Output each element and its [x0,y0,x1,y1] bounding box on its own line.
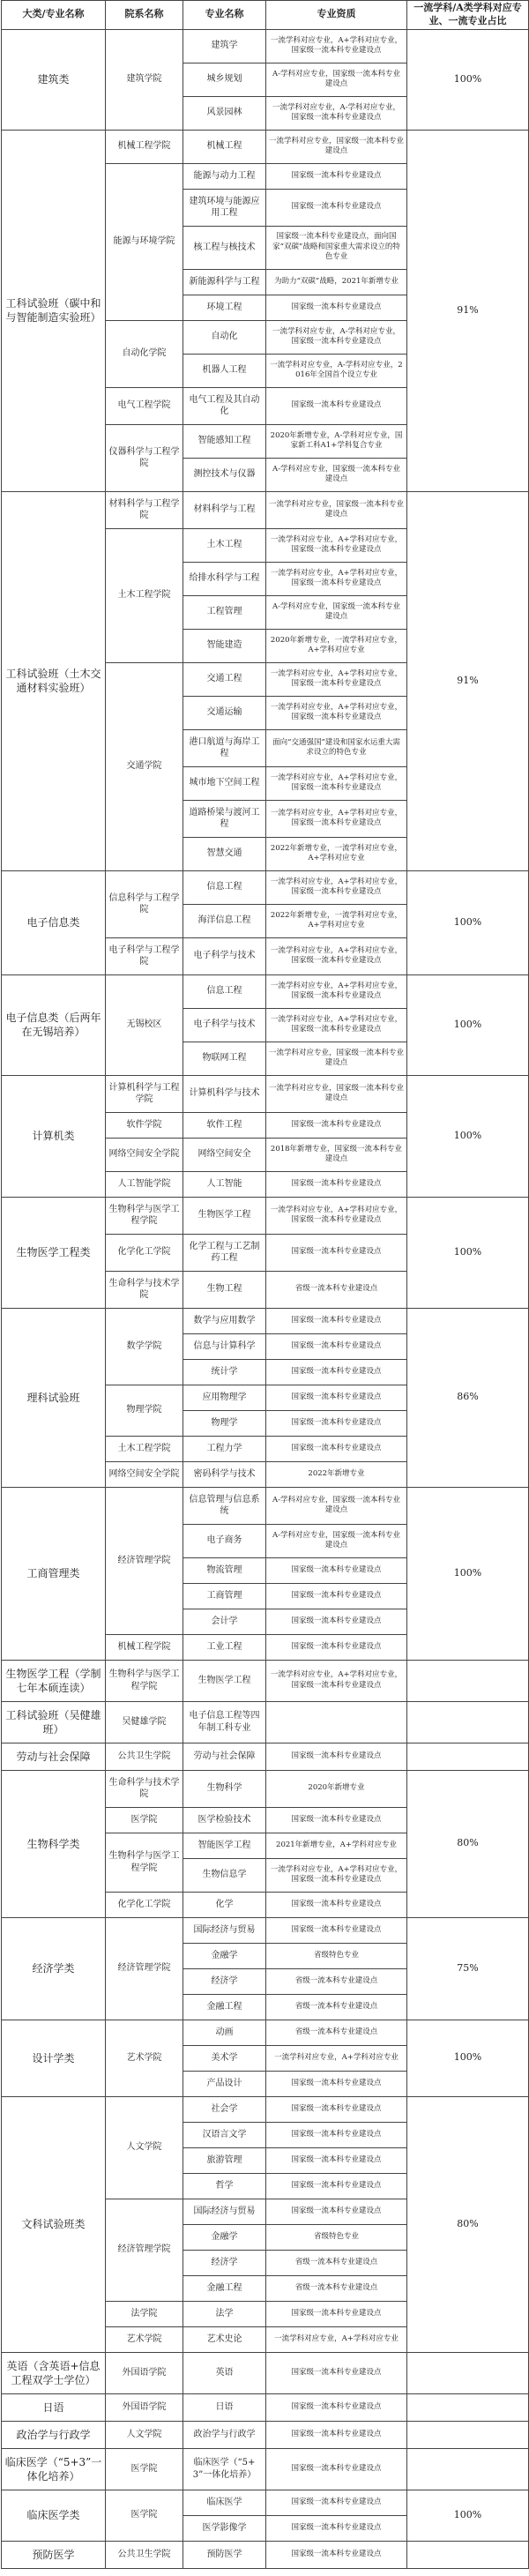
major-cell: 经济学 [183,2250,266,2275]
ratio-cell [407,2393,529,2421]
quality-cell: 国家级一流本科专业建设点 [266,2122,407,2147]
major-cell: 化学 [183,1892,266,1917]
major-cell: 密码科学与技术 [183,1461,266,1487]
major-cell: 金融学 [183,1943,266,1968]
major-cell: 交通工程 [183,662,266,696]
header-ratio: 一流学科/A类学科对应专业、一流专业占比 [407,1,529,30]
quality-cell: 国家级一流本科专业建设点 [266,2096,407,2122]
quality-cell: 国家级一流本科专业建设点 [266,2541,407,2568]
college-cell: 交通学院 [106,662,183,870]
college-cell: 材料科学与工程学院 [106,491,183,528]
quality-cell: 省级特色专业 [266,2224,407,2250]
header-quality: 专业资质 [266,1,407,30]
ratio-cell: 100% [407,29,529,130]
quality-cell: 国家级一流本科专业建设点 [266,2421,407,2448]
category-cell: 经济学类 [2,1917,106,2020]
major-cell: 城市地下空间工程 [183,766,266,800]
ratio-cell: 91% [407,130,529,491]
college-cell: 艺术学院 [106,2020,183,2096]
college-cell: 机械工程学院 [106,130,183,163]
college-cell: 艺术学院 [106,2326,183,2352]
quality-cell: 国家级一流本科专业建设点 [266,1609,407,1634]
quality-cell: 国家级一流本科专业建设点 [266,2301,407,2326]
table-row [2,130,529,163]
table-row [2,2096,529,2122]
table-body [2,29,529,2568]
major-cell: 信息工程 [183,870,266,904]
quality-cell: 国家级一流本科专业建设点 [266,1583,407,1609]
major-cell: 新能源科学与工程 [183,269,266,295]
quality-cell: 国家级一流本科专业建设点 [266,1234,407,1271]
ratio-cell: 100% [407,1197,529,1308]
quality-cell: 2022年新增专业，一流学科对应专业，A+学科对应专业 [266,837,407,870]
major-cell: 智能建造 [183,629,266,662]
major-cell: 机器人工程 [183,354,266,387]
major-cell: 艺术史论 [183,2326,266,2352]
ratio-cell [407,1743,529,1770]
quality-cell: 国家级一流本科专业建设点 [266,189,407,226]
major-cell: 会计学 [183,1609,266,1634]
table-row [2,1917,529,1943]
college-cell: 生命科学与技术学院 [106,1770,183,1807]
table-row [2,1743,529,1770]
college-cell: 电气工程学院 [106,387,183,424]
college-cell: 吴健雄学院 [106,1701,183,1743]
category-cell: 工科试验班（碳中和与智能制造实验班） [2,130,106,491]
quality-cell: 国家级一流本科专业建设点 [266,1112,407,1138]
major-cell: 电子科学与技术 [183,937,266,974]
quality-cell: 一流学科对应专业，A+学科对应专业，国家级一流本科专业建设点 [266,937,407,974]
category-cell: 临床医学类 [2,2490,106,2541]
college-cell: 仪器科学与工程学院 [106,424,183,491]
major-cell: 生物科学 [183,1770,266,1807]
major-cell: 建筑环境与能源应用工程 [183,189,266,226]
major-cell: 临床医学（“5+3”一体化培养） [183,2448,266,2490]
quality-cell: 一流学科对应专业，A+学科对应专业 [266,2045,407,2071]
quality-cell: 国家级一流本科专业建设点 [266,2448,407,2490]
major-cell: 生物医学工程 [183,1660,266,1701]
major-cell: 智慧交通 [183,837,266,870]
quality-cell: 一流学科对应专业，国家级一流本科专业建设点 [266,130,407,163]
quality-cell: 一流学科对应专业，A-学科对应专业，国家级一流本科专业建设点 [266,320,407,354]
quality-cell: 国家级一流本科专业建设点 [266,1807,407,1833]
ratio-cell: 86% [407,1308,529,1487]
ratio-cell [407,2352,529,2393]
major-cell: 港口航道与海岸工程 [183,729,266,766]
category-cell: 建筑类 [2,29,106,130]
major-cell: 政治学与行政学 [183,2421,266,2448]
quality-cell: 国家级一流本科专业建设点 [266,1410,407,1436]
major-cell: 材料科学与工程 [183,491,266,528]
major-cell: 智能感知工程 [183,424,266,458]
major-cell: 物流管理 [183,1557,266,1583]
college-cell: 经济管理学院 [106,2199,183,2301]
major-cell: 网络空间安全 [183,1138,266,1171]
major-cell: 法学 [183,2301,266,2326]
major-cell: 动画 [183,2020,266,2045]
quality-cell: 国家级一流本科专业建设点 [266,2173,407,2199]
majors-table [1,0,529,2569]
major-cell: 医学影像学 [183,2515,266,2541]
major-cell: 自动化 [183,320,266,354]
major-cell: 应用物理学 [183,1385,266,1410]
category-cell: 设计学类 [2,2020,106,2096]
quality-cell: 省级一流本科专业建设点 [266,1968,407,1994]
college-cell: 外国语学院 [106,2393,183,2421]
college-cell: 网络空间安全学院 [106,1138,183,1171]
category-cell: 生物医学工程类 [2,1197,106,1308]
quality-cell: A-学科对应专业，国家级一流本科专业建设点 [266,458,407,491]
major-cell: 美术学 [183,2045,266,2071]
ratio-cell: 80% [407,2096,529,2352]
college-cell: 公共卫生学院 [106,1743,183,1770]
major-cell: 建筑学 [183,29,266,63]
ratio-cell [407,2421,529,2448]
major-cell: 土木工程 [183,528,266,562]
table-row [2,29,529,63]
major-cell: 预防医学 [183,2541,266,2568]
major-cell: 工程力学 [183,1436,266,1461]
category-cell: 生物医学工程（学制七年本硕连读） [2,1660,106,1701]
major-cell: 国际经济与贸易 [183,1917,266,1943]
college-cell: 生物科学与医学工程学院 [106,1833,183,1892]
table-row [2,1701,529,1743]
major-cell: 工业工程 [183,1634,266,1660]
category-cell: 理科试验班 [2,1308,106,1487]
category-cell: 英语（含英语+信息工程双学士学位） [2,2352,106,2393]
major-cell: 产品设计 [183,2071,266,2096]
college-cell: 化学化工学院 [106,1234,183,1271]
quality-cell: 2018年新增专业，国家级一流本科专业建设点 [266,1138,407,1171]
college-cell: 信息科学与工程学院 [106,870,183,937]
category-cell: 计算机类 [2,1075,106,1197]
quality-cell: 2020年新增专业，一流学科对应专业，A+学科对应专业 [266,629,407,662]
college-cell: 数学学院 [106,1308,183,1385]
college-cell: 生物科学与医学工程学院 [106,1197,183,1234]
major-cell: 化学工程与工艺制药工程 [183,1234,266,1271]
quality-cell: 国家级一流本科专业建设点 [266,2393,407,2421]
ratio-cell: 91% [407,491,529,870]
major-cell: 统计学 [183,1359,266,1385]
category-cell: 电子信息类（后两年在无锡培养） [2,974,106,1075]
quality-cell: 一流学科对应专业，A+学科对应专业，国家级一流本科专业建设点 [266,800,407,837]
major-cell: 英语 [183,2352,266,2393]
ratio-cell: 75% [407,1917,529,2020]
major-cell: 环境工程 [183,295,266,320]
quality-cell: 省级一流本科专业建设点 [266,2020,407,2045]
category-cell: 工科试验班（吴健雄班） [2,1701,106,1743]
college-cell: 经济管理学院 [106,1917,183,2020]
quality-cell: 国家级一流本科专业建设点 [266,1917,407,1943]
major-cell: 临床医学 [183,2490,266,2515]
college-cell: 外国语学院 [106,2352,183,2393]
major-cell: 物联网工程 [183,1042,266,1075]
ratio-cell: 100% [407,870,529,974]
quality-cell: 省级一流本科专业建设点 [266,2275,407,2301]
category-cell: 临床医学（“5+3”一体化培养） [2,2448,106,2490]
major-cell: 工商管理 [183,1583,266,1609]
major-cell: 给排水科学与工程 [183,562,266,595]
category-cell: 预防医学 [2,2541,106,2568]
table-row [2,1197,529,1234]
quality-cell: A-学科对应专业，国家级一流本科专业建设点 [266,1487,407,1524]
major-cell: 生物医学工程 [183,1197,266,1234]
quality-cell: 一流学科对应专业，A+学科对应专业，国家级一流本科专业建设点 [266,1858,407,1892]
college-cell: 医学院 [106,1807,183,1833]
quality-cell: 国家级一流本科专业建设点 [266,1557,407,1583]
table-row [2,2393,529,2421]
major-cell: 生物工程 [183,1271,266,1308]
table-row [2,1075,529,1112]
quality-cell: 省级一流本科专业建设点 [266,1994,407,2020]
major-cell: 数学与应用数学 [183,1308,266,1333]
header-major: 专业名称 [183,1,266,30]
table-row [2,1308,529,1333]
quality-cell: 一流学科对应专业，A+学科对应专业，国家级一流本科专业建设点 [266,528,407,562]
quality-cell: 国家级一流本科专业建设点 [266,1385,407,1410]
ratio-cell: 100% [407,2020,529,2096]
major-cell: 经济学 [183,1968,266,1994]
major-cell: 海洋信息工程 [183,904,266,937]
quality-cell: 国家级一流本科专业建设点 [266,163,407,189]
major-cell: 生物信息学 [183,1858,266,1892]
major-cell: 电子信息工程等四年制工科专业 [183,1701,266,1743]
quality-cell: 一流学科对应专业，A+学科对应专业，国家级一流本科专业建设点 [266,562,407,595]
ratio-cell [407,1701,529,1743]
quality-cell: 国家级一流本科专业建设点 [266,1308,407,1333]
ratio-cell: 80% [407,1770,529,1917]
quality-cell: 一流学科对应专业，A+学科对应专业，国家级一流本科专业建设点 [266,1197,407,1234]
quality-cell: 一流学科对应专业，A+学科对应专业，国家级一流本科专业建设点 [266,29,407,63]
quality-cell: 一流学科对应专业，A+学科对应专业 [266,2326,407,2352]
major-cell: 测控技术与仪器 [183,458,266,491]
quality-cell: A-学科对应专业，国家级一流本科专业建设点 [266,1524,407,1557]
quality-cell: 一流学科对应专业，A+学科对应专业，国家级一流本科专业建设点 [266,696,407,729]
college-cell: 经济管理学院 [106,1487,183,1634]
quality-cell: A-学科对应专业，国家级一流本科专业建设点 [266,595,407,629]
ratio-cell: 100% [407,2490,529,2541]
quality-cell: 国家级一流本科专业建设点 [266,2199,407,2224]
table-row [2,1660,529,1701]
quality-cell: 国家级一流本科专业建设点 [266,1892,407,1917]
major-cell: 道路桥梁与渡河工程 [183,800,266,837]
quality-cell: 国家级一流本科专业建设点 [266,1743,407,1770]
quality-cell: 2020年新增专业 [266,1770,407,1807]
major-cell: 金融工程 [183,1994,266,2020]
table-row [2,974,529,1008]
quality-cell: 国家级一流本科专业建设点 [266,2490,407,2515]
table-row [2,2421,529,2448]
major-cell: 智能医学工程 [183,1833,266,1858]
quality-cell: 一流学科对应专业，A+学科对应专业，国家级一流本科专业建设点 [266,1008,407,1042]
quality-cell: 国家级一流本科专业建设点 [266,295,407,320]
quality-cell: A-学科对应专业，国家级一流本科专业建设点 [266,63,407,96]
college-cell: 人文学院 [106,2421,183,2448]
college-cell: 建筑学院 [106,29,183,130]
college-cell: 法学院 [106,2301,183,2326]
category-cell: 工商管理类 [2,1487,106,1660]
category-cell: 日语 [2,2393,106,2421]
college-cell: 自动化学院 [106,320,183,387]
quality-cell: 一流学科对应专业，A+学科对应专业，国家级一流本科专业建设点 [266,1660,407,1701]
major-cell: 哲学 [183,2173,266,2199]
ratio-cell [407,2541,529,2568]
college-cell: 网络空间安全学院 [106,1461,183,1487]
category-cell: 工科试验班（土木交通材料实验班） [2,491,106,870]
table-row [2,2448,529,2490]
table-row [2,2352,529,2393]
major-cell: 日语 [183,2393,266,2421]
major-cell: 风景园林 [183,96,266,130]
college-cell: 物理学院 [106,1385,183,1436]
table-row [2,1487,529,1524]
college-cell: 人工智能学院 [106,1171,183,1197]
quality-cell: 国家级一流本科专业建设点，面向国家“双碳”战略和国家重大需求设立的特色专业 [266,226,407,269]
table-row [2,870,529,904]
major-cell: 交通运输 [183,696,266,729]
quality-cell: 国家级一流本科专业建设点 [266,2515,407,2541]
major-cell: 旅游管理 [183,2147,266,2173]
header-row [2,1,529,30]
college-cell: 生物科学与医学工程学院 [106,1660,183,1701]
major-cell: 医学检验技术 [183,1807,266,1833]
quality-cell: 为助力“双碳”战略，2021年新增专业 [266,269,407,295]
major-cell: 信息工程 [183,974,266,1008]
quality-cell: 省级一流本科专业建设点 [266,2250,407,2275]
major-cell: 信息管理与信息系统 [183,1487,266,1524]
major-cell: 软件工程 [183,1112,266,1138]
major-cell: 信息与计算科学 [183,1333,266,1359]
major-cell: 城乡规划 [183,63,266,96]
quality-cell: 2022年新增专业，一流学科对应专业，A+学科对应专业 [266,904,407,937]
college-cell: 无锡校区 [106,974,183,1075]
quality-cell: 省级一流本科专业建设点 [266,1271,407,1308]
college-cell: 能源与环境学院 [106,163,183,320]
quality-cell: 一流学科对应专业，A+学科对应专业，国家级一流本科专业建设点 [266,974,407,1008]
quality-cell: 省级特色专业 [266,1943,407,1968]
table-row [2,2020,529,2045]
quality-cell: 一流学科对应专业，A+学科对应专业，国家级一流本科专业建设点 [266,870,407,904]
major-cell: 电子科学与技术 [183,1008,266,1042]
college-cell: 生命科学与技术学院 [106,1271,183,1308]
quality-cell: 国家级一流本科专业建设点 [266,2352,407,2393]
quality-cell: 2022年新增专业 [266,1461,407,1487]
major-cell: 人工智能 [183,1171,266,1197]
major-cell: 社会学 [183,2096,266,2122]
major-cell: 金融工程 [183,2275,266,2301]
ratio-cell: 100% [407,974,529,1075]
major-cell: 工程管理 [183,595,266,629]
quality-cell: 一流学科对应专业，A-学科对应专业，国家级一流本科专业建设点 [266,96,407,130]
college-cell: 医学院 [106,2490,183,2541]
quality-cell: 国家级一流本科专业建设点 [266,1634,407,1660]
table-row [2,2541,529,2568]
major-cell: 电气工程及其自动化 [183,387,266,424]
major-cell: 汉语言文学 [183,2122,266,2147]
major-cell: 计算机科学与技术 [183,1075,266,1112]
major-cell: 机械工程 [183,130,266,163]
college-cell: 电子科学与工程学院 [106,937,183,974]
college-cell: 化学化工学院 [106,1892,183,1917]
ratio-cell [407,1660,529,1701]
quality-cell: 2021年新增专业，A+学科对应专业 [266,1833,407,1858]
quality-cell: 一流学科对应专业，国家级一流本科专业建设点 [266,1075,407,1112]
college-cell: 机械工程学院 [106,1634,183,1660]
college-cell: 土木工程学院 [106,528,183,662]
category-cell: 劳动与社会保障 [2,1743,106,1770]
quality-cell: 面向“交通强国”建设和国家水运重大需求设立的特色专业 [266,729,407,766]
category-cell: 电子信息类 [2,870,106,974]
ratio-cell [407,2448,529,2490]
college-cell: 公共卫生学院 [106,2541,183,2568]
quality-cell: 国家级一流本科专业建设点 [266,1333,407,1359]
college-cell: 人文学院 [106,2096,183,2199]
quality-cell: 一流学科对应专业，A-学科对应专业，2016年全国首个设立专业 [266,354,407,387]
quality-cell: 国家级一流本科专业建设点 [266,1436,407,1461]
table-row [2,2490,529,2515]
quality-cell: 一流学科对应专业，A+学科对应专业，国家级一流本科专业建设点 [266,766,407,800]
college-cell: 软件学院 [106,1112,183,1138]
college-cell: 医学院 [106,2448,183,2490]
college-cell: 计算机科学与工程学院 [106,1075,183,1112]
quality-cell: 国家级一流本科专业建设点 [266,387,407,424]
quality-cell: 一流学科对应专业，A+学科对应专业，国家级一流本科专业建设点 [266,662,407,696]
major-cell: 劳动与社会保障 [183,1743,266,1770]
college-cell: 土木工程学院 [106,1436,183,1461]
quality-cell [266,1701,407,1743]
quality-cell: 国家级一流本科专业建设点 [266,2071,407,2096]
quality-cell: 2020年新增专业，A-学科对应专业，国家新工科A1+学科复合专业 [266,424,407,458]
header-category: 大类/专业名称 [2,1,106,30]
category-cell: 生物科学类 [2,1770,106,1917]
quality-cell: 一流学科对应专业，国家级一流本科专业建设点 [266,491,407,528]
ratio-cell: 100% [407,1487,529,1660]
table-row [2,1770,529,1807]
ratio-cell: 100% [407,1075,529,1197]
major-cell: 物理学 [183,1410,266,1436]
major-cell: 国际经济与贸易 [183,2199,266,2224]
quality-cell: 国家级一流本科专业建设点 [266,1171,407,1197]
major-cell: 金融学 [183,2224,266,2250]
major-cell: 电子商务 [183,1524,266,1557]
category-cell: 政治学与行政学 [2,2421,106,2448]
quality-cell: 国家级一流本科专业建设点 [266,2147,407,2173]
quality-cell: 国家级一流本科专业建设点 [266,1359,407,1385]
major-cell: 能源与动力工程 [183,163,266,189]
major-cell: 核工程与核技术 [183,226,266,269]
header-college: 院系名称 [106,1,183,30]
table-row [2,491,529,528]
quality-cell: 一流学科对应专业，国家级一流本科专业建设点 [266,1042,407,1075]
category-cell: 文科试验班类 [2,2096,106,2352]
